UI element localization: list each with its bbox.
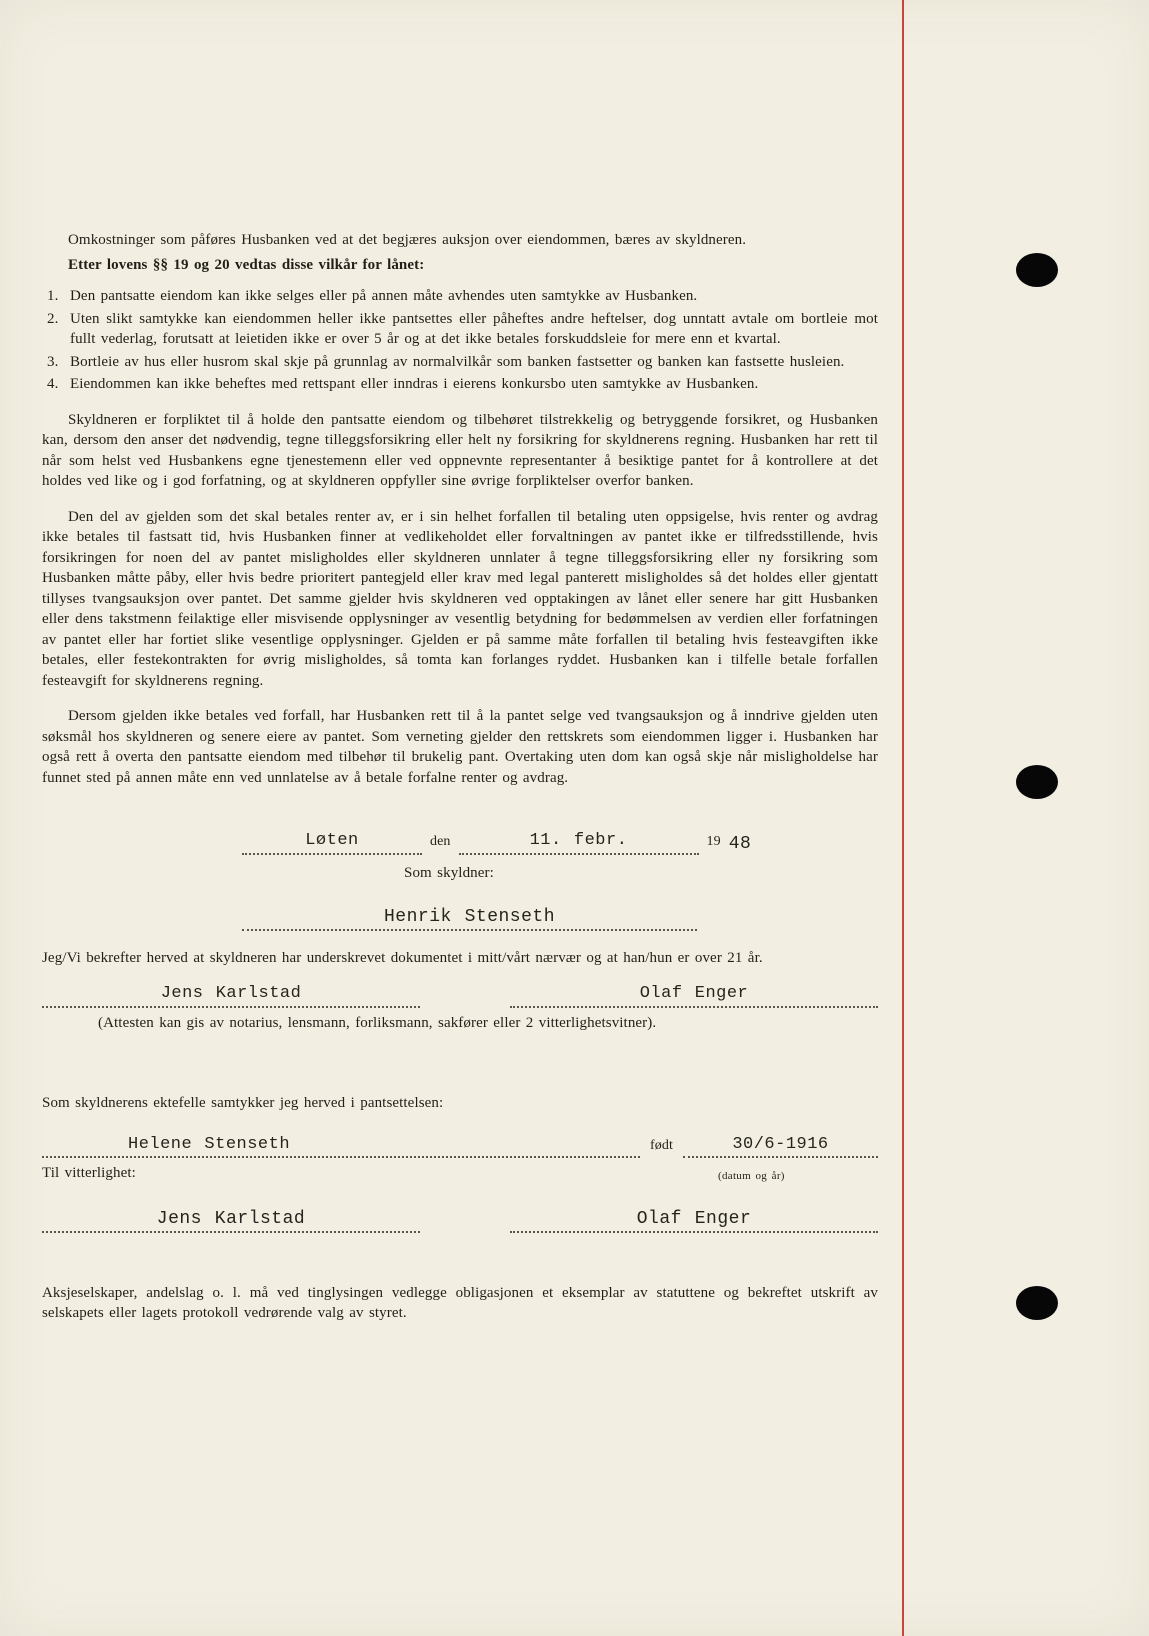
condition-number: 2. [47,310,59,327]
date-value: 11. febr. [529,831,628,850]
place-value: Løten [305,831,359,850]
place-field [242,830,422,855]
spouse-consent-paragraph: Som skyldnerens ektefelle samtykker jeg herved i pantsettelsen: [42,1095,444,1111]
as-debtor-label: Som skyldner: [404,864,494,881]
year-value: 48 [728,834,752,854]
enforcement-paragraph: Dersom gjelden ikke betales ved forfall, har Husbanken rett til å la pantet selge ved tvangsauksjon og å inndrive gjelden uten søksmål hos skyldneren og senere eiere av pantet. Som verneting gjelder den rettskrets som eiendommen ligger i. Husbanken har også rett å overta den pantsatte eiendom med tilbehør til brukelig pant. Overtaking uten dom kan også skje når misligholdelse har funnet sted på annen måte enn ved unnlatelse av å betale forfalne renter og avdrag. [42,708,878,786]
insurance-paragraph: Skyldneren er forpliktet til å holde den pantsatte eiendom og tilbehøret tilstrekkelig og betryggende forsikret, og Husbanken kan, dersom den anser det nødvendig, tegne tilleggsforsikring eller helt ny forsikring for skyldnerens regning. Husbanken har rett til når som helst ved Husbankens egne tjenestemenn eller ved oppnevnte representanter å besiktige pantet for å kontrollere at det holdes ved like og i god forfatning, og at skyldneren oppfyller sine øvrige forpliktelser overfor banken. [42,411,878,489]
condition-item-1 [42,286,878,307]
punch-hole-top [1016,253,1058,287]
condition-number: 1. [47,288,59,304]
spouse-witness1-name: Jens Karlstad [156,1209,306,1229]
date-and-year-caption: (datum og år) [718,1170,785,1182]
spouse-signature-line [42,1134,640,1159]
margin-rule-line [902,0,904,1636]
conditions-list [42,286,878,395]
punch-hole-bottom [1016,1286,1058,1320]
den-label: den [430,834,451,849]
born-label: født [650,1137,673,1153]
condition-text: Den pantsatte eiendom kan ikke selges eller på annen måte avhendes uten samtykke av Husbanken. [70,288,698,304]
costs-paragraph: Omkostninger som påføres Husbanken ved at det begjæres auksjon over eiendommen, bæres av skyldneren. [68,232,747,248]
year-prefix: 19 [706,834,721,849]
spouse-witness2-name: Olaf Enger [636,1209,752,1229]
witness-confirmation-paragraph: Jeg/Vi bekrefter herved at skyldneren har underskrevet dokumentet i mitt/vårt nærvær og at han/hun er over 21 år. [42,949,763,966]
spouse-witness1-signature-line [42,1209,420,1233]
spouse-witness2-signature-line [510,1209,878,1233]
condition-number: 3. [47,353,59,370]
condition-number: 4. [47,376,59,392]
spouse-signature-row [42,1134,878,1159]
condition-text: Bortleie av hus eller husrom skal skje på grunnlag av normalvilkår som banken fastsetter og banken kan fastsette husleien. [70,353,845,370]
company-note-paragraph: Aksjeselskaper, andelslag o. l. må ved tinglysingen vedlegge obligasjonen et eksemplar av statuttene og bekreftet utskrift av selskapets eller lagets protokoll vedrørende valg av styret. [42,1284,878,1321]
punch-hole-middle [1016,765,1058,799]
place-date-line [242,830,878,855]
birthdate-line [683,1134,878,1159]
spouse-witness-signature-row [42,1209,878,1233]
witness2-name: Olaf Enger [639,984,749,1003]
witness2-signature-line [510,983,878,1008]
date-field [459,830,699,855]
witness-signature-row [42,983,878,1008]
witness1-name: Jens Karlstad [160,984,302,1003]
spouse-name: Helene Stenseth [128,1134,291,1154]
condition-item-3 [42,352,878,373]
birthdate-value: 30/6-1916 [732,1134,829,1154]
attestation-note: (Attesten kan gis av notarius, lensmann, forliksmann, sakfører eller 2 vitterlighetsvitner). [98,1014,657,1031]
default-paragraph: Den del av gjelden som det skal betales renter av, er i sin helhet forfallen til betaling uten oppsigelse, hvis renter og avdrag ikke betales til fastsatt tid, hvis Husbanken finner at vedlikeholdet eller forvaltningen av pantet ikke er tilfredsstillende, hvis forsikringen for noen del av pantet misligholdes eller skyldneren unnlater å tegne tilleggsforsikring eller ny forsikring som Husbanken måtte påby, eller hvis bedre prioritert pantegjeld eller krav med legal panterett misligholdes så det holdes eller gjentatt tillyses tvangsauksjon over pantet. Det samme gjelder hvis skyldneren ved opptakingen av lånet eller senere har gitt Husbanken eller dens takstmenn feilaktige eller misvisende opplysninger av vesentlig betydning for bedømmelsen av verdien eller forfatningen av pantet eller har fortiet slike vesentlige opplysninger. Gjelden er på samme måte forfallen til betaling hvis festeavgiften ikke betales, eller festekontrakten for øvrig misligholdes, så tomta kan forlanges ryddet. Husbanken kan i tilfelle betale forfallen festeavgift for skyldnerens regning. [42,508,878,689]
condition-text: Uten slikt samtykke kan eiendommen heller ikke pantsettes eller påheftes andre heftelser, dog unntatt avtale om bortleie mot fullt vederlag, forutsatt at leietiden ikke er over 5 år og at det ikke betales forskuddsleie for mere enn et kvartal. [70,310,878,347]
terms-heading: Etter lovens §§ 19 og 20 vedtas disse vilkår for lånet: [68,256,425,273]
condition-text: Eiendommen kan ikke beheftes med rettspant eller inndras i eierens konkursbo uten samtykke av Husbanken. [70,376,759,392]
debtor-signature-line [242,907,697,931]
condition-item-2 [42,309,878,350]
document-content [42,230,878,1324]
spouse-sub-row [42,1163,878,1183]
witness-label: Til vitterlighet: [42,1165,136,1181]
witness1-signature-line [42,983,420,1008]
debtor-name: Henrik Stenseth [383,907,556,927]
condition-item-4 [42,374,878,395]
